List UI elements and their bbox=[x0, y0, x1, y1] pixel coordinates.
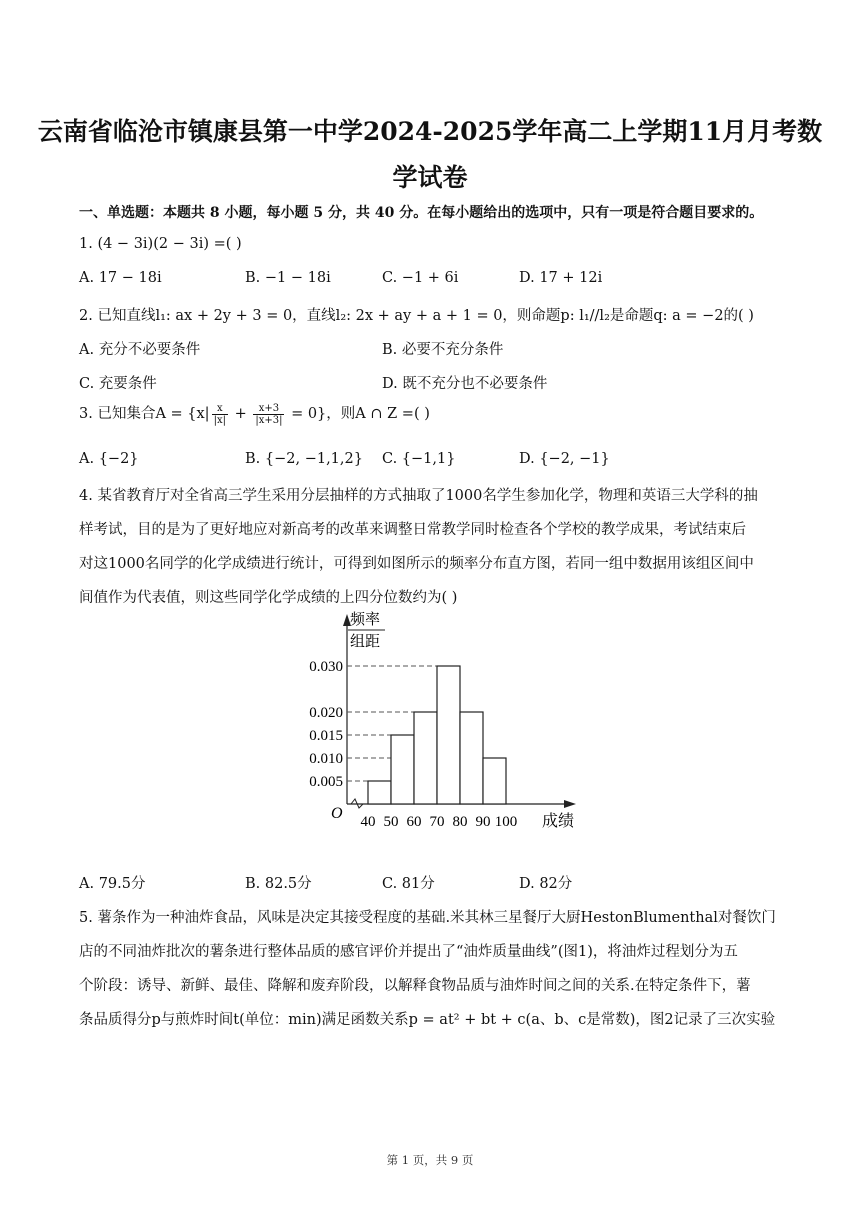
histogram-bar bbox=[414, 712, 437, 804]
question-3-stem bbox=[79, 402, 430, 426]
q3-frac1-denominator: |x| bbox=[213, 414, 226, 426]
section-heading: 一、单选题：本题共 8 小题，每小题 5 分，共 40 分。在每小题给出的选项中，只有一项是符合题目要求的。 bbox=[79, 205, 764, 221]
question-5-line-4: 条品质得分p与煎炸时间t(单位：min)满足函数关系p = at² + bt + c(a、b、c是常数)，图2记录了三次实验 bbox=[79, 1012, 776, 1028]
y-tick-label: 0.020 bbox=[309, 705, 343, 721]
histogram-bar bbox=[483, 758, 506, 804]
page-title-continued: 学试卷 bbox=[392, 163, 468, 192]
q3-frac2-numerator: x+3 bbox=[253, 403, 284, 415]
histogram-bar bbox=[460, 712, 483, 804]
q2-option-d: D. 既不充分也不必要条件 bbox=[382, 376, 548, 392]
page-footer: 第 1 页，共 9 页 bbox=[386, 1153, 474, 1167]
q3-frac2-denominator: |x+3| bbox=[255, 414, 283, 426]
q1-option-b: B. −1 − 18i bbox=[245, 270, 331, 286]
question-4-line-1: 4. 某省教育厅对全省高三学生采用分层抽样的方式抽取了1000名学生参加化学，物理和英语三大学科的抽 bbox=[79, 488, 758, 504]
histogram-bar bbox=[437, 666, 460, 804]
question-4-line-3: 对这1000名同学的化学成绩进行统计，可得到如图所示的频率分布直方图，若同一组中数据用该组区间中 bbox=[79, 556, 754, 572]
x-axis-arrow bbox=[564, 800, 576, 808]
x-axis-label: 成绩 bbox=[542, 813, 575, 830]
page-title: 云南省临沧市镇康县第一中学2024-2025学年高二上学期11月月考数 bbox=[37, 117, 823, 146]
q4-option-c: C. 81分 bbox=[382, 876, 435, 892]
y-label-top: 频率 bbox=[350, 612, 381, 628]
question-4-line-4: 间值作为代表值，则这些同学化学成绩的上四分位数约为( ) bbox=[79, 590, 458, 606]
q2-option-a: A. 充分不必要条件 bbox=[79, 342, 201, 358]
q1-option-a: A. 17 − 18i bbox=[79, 270, 162, 286]
q3-option-b: B. {−2, −1,1,2} bbox=[245, 451, 363, 467]
question-1-stem: 1. (4 − 3i)(2 − 3i) =( ) bbox=[79, 236, 242, 252]
question-5-line-3: 个阶段：诱导、新鲜、最佳、降解和废弃阶段，以解释食物品质与油炸时间之间的关系.在特定条件下，薯 bbox=[79, 978, 751, 994]
q2-option-b: B. 必要不充分条件 bbox=[382, 342, 504, 358]
question-5-line-2: 店的不同油炸批次的薯条进行整体品质的感官评价并提出了“油炸质量曲线”(图1)，将油炸过程划分为五 bbox=[79, 944, 738, 960]
histogram-bar bbox=[368, 781, 391, 804]
q1-option-d: D. 17 + 12i bbox=[519, 270, 603, 286]
x-tick-label: 90 bbox=[475, 814, 491, 830]
x-tick-label: 40 bbox=[360, 814, 376, 830]
q4-option-d: D. 82分 bbox=[519, 876, 573, 892]
y-tick-label: 0.005 bbox=[309, 774, 343, 790]
question-2-stem: 2. 已知直线l₁: ax + 2y + 3 = 0，直线l₂: 2x + ay + a + 1 = 0，则命题p: l₁//l₂是命题q: a = −2的( ) bbox=[79, 308, 754, 324]
question-4-line-2: 样考试，目的是为了更好地应对新高考的改革来调整日常教学同时检查各个学校的教学成果，考试结束后 bbox=[79, 522, 746, 538]
q3-fraction-1 bbox=[212, 403, 228, 426]
x-tick-label: 50 bbox=[383, 814, 399, 830]
q4-option-b: B. 82.5分 bbox=[245, 876, 312, 892]
x-tick-label: 100 bbox=[494, 814, 518, 830]
q3-fraction-2 bbox=[253, 403, 284, 426]
q3-option-d: D. {−2, −1} bbox=[519, 451, 610, 467]
q1-option-c: C. −1 + 6i bbox=[382, 270, 459, 286]
q3-option-a: A. {−2} bbox=[79, 451, 139, 467]
q3-stem-suffix: = 0}，则A ∩ Z =( ) bbox=[286, 406, 430, 422]
q3-frac1-numerator: x bbox=[212, 403, 228, 415]
question-5-line-1: 5. 薯条作为一种油炸食品，风味是决定其接受程度的基础.米其林三星餐厅大厨HestonBlumenthal对餐饮门 bbox=[79, 910, 776, 926]
y-tick-label: 0.015 bbox=[309, 728, 343, 744]
q4-option-a: A. 79.5分 bbox=[79, 876, 146, 892]
origin-label: O bbox=[331, 805, 343, 822]
histogram-bar bbox=[391, 735, 414, 804]
x-tick-label: 60 bbox=[406, 814, 422, 830]
frequency-histogram bbox=[290, 608, 580, 838]
x-tick-label: 70 bbox=[429, 814, 445, 830]
y-label-bottom: 组距 bbox=[350, 634, 381, 650]
y-tick-label: 0.010 bbox=[309, 751, 343, 767]
q3-stem-prefix: 3. 已知集合A = {x| bbox=[79, 406, 210, 422]
q3-option-c: C. {−1,1} bbox=[382, 451, 456, 467]
q3-plus: + bbox=[229, 406, 252, 422]
q2-option-c: C. 充要条件 bbox=[79, 376, 157, 392]
x-tick-label: 80 bbox=[452, 814, 468, 830]
y-tick-label: 0.030 bbox=[309, 659, 343, 675]
